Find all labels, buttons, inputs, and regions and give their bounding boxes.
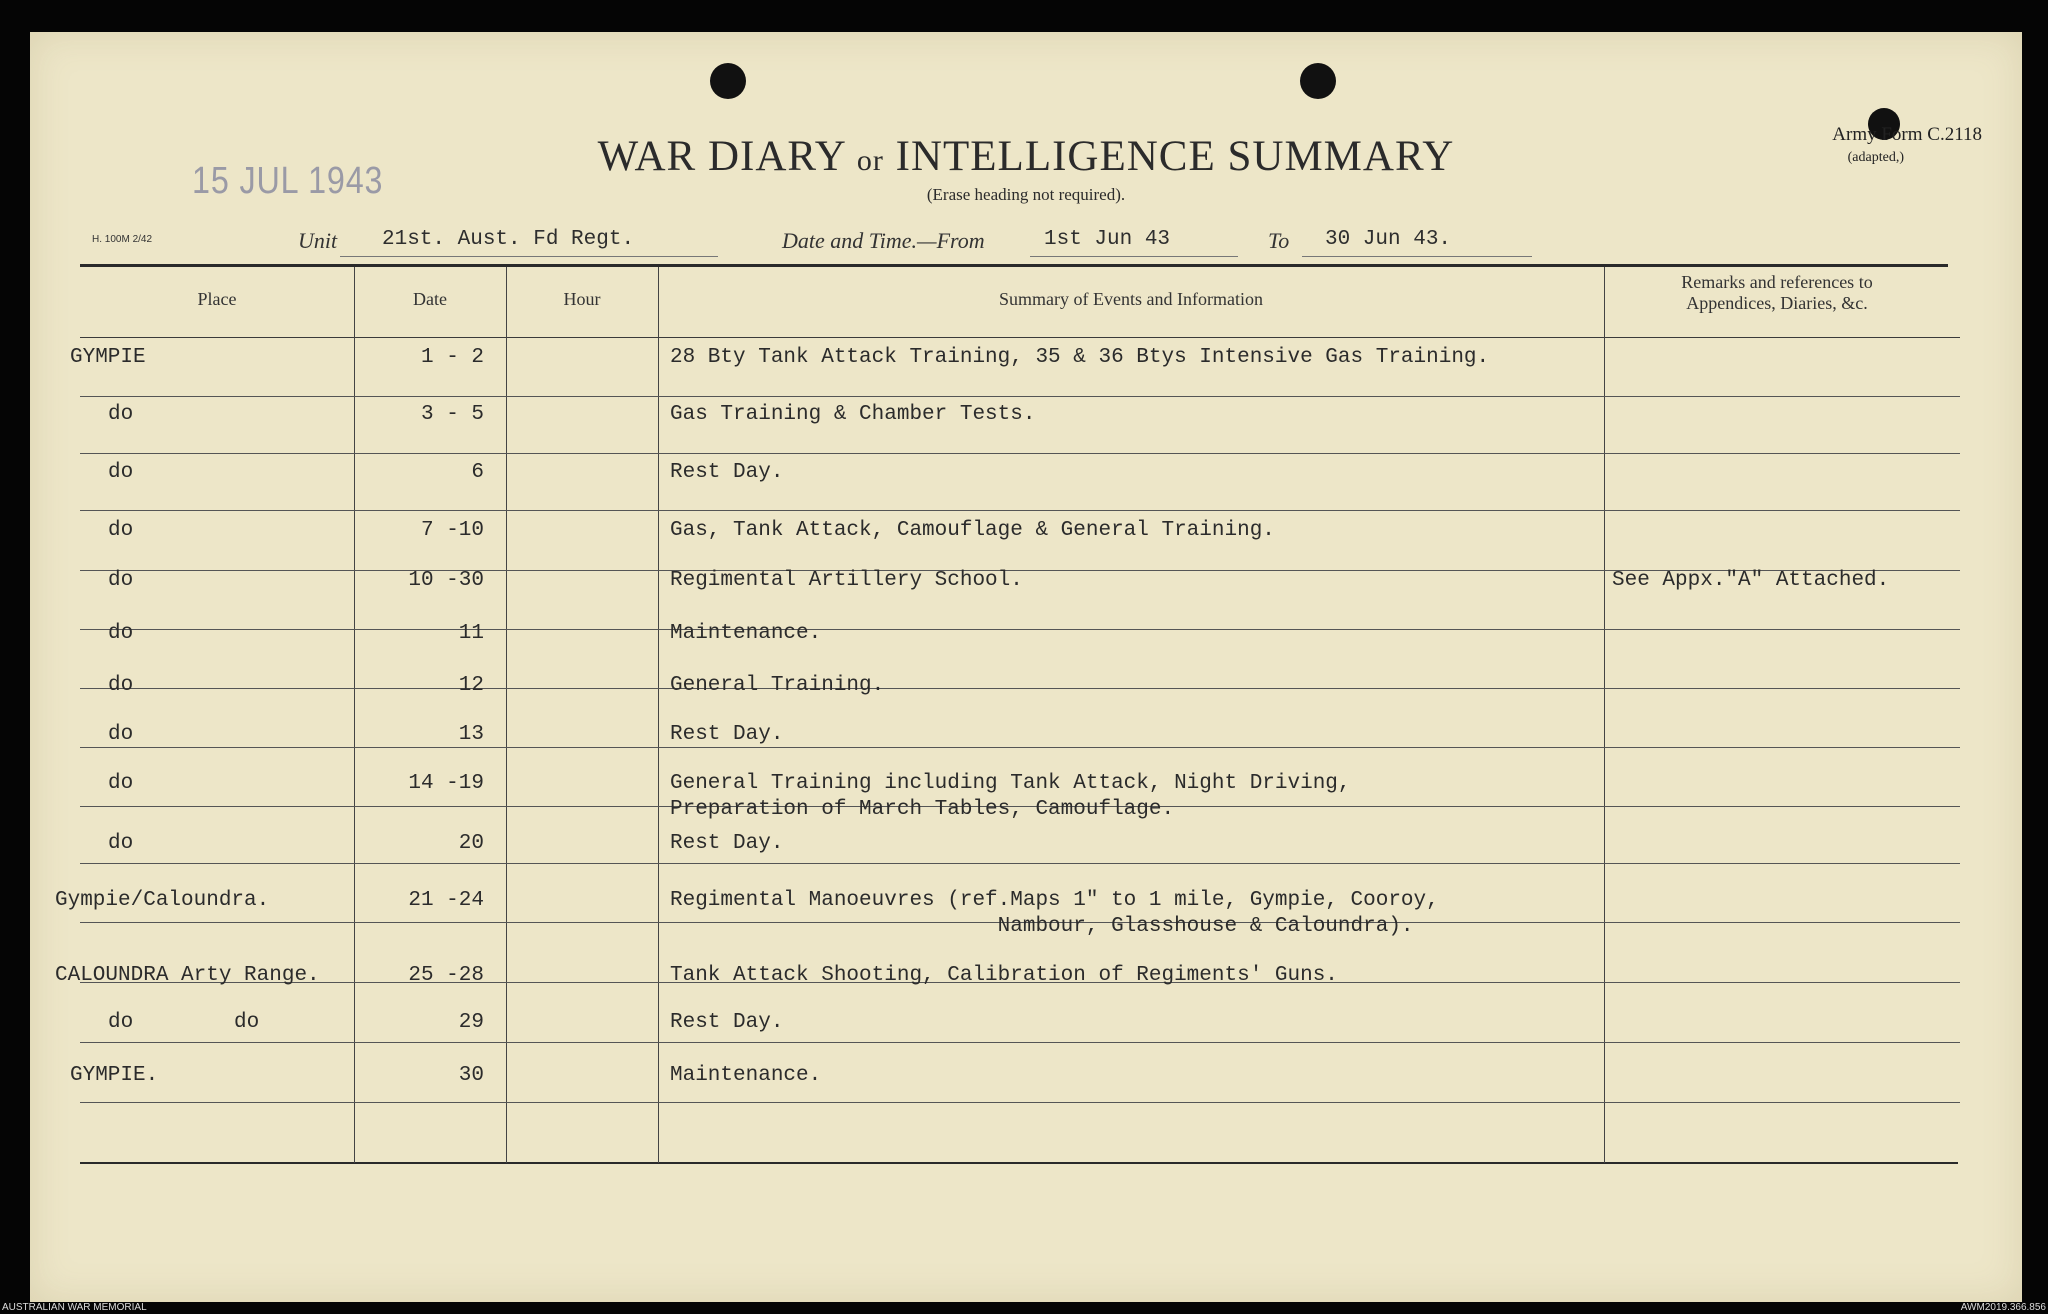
place-cell: do xyxy=(108,403,134,426)
column-header-hour: Hour xyxy=(563,289,601,309)
army-form-adapted: (adapted,) xyxy=(1847,150,1904,165)
row-divider xyxy=(80,1102,1960,1103)
place-cell: do xyxy=(108,622,134,645)
summary-cell: 28 Bty Tank Attack Training, 35 & 36 Btys Intensive Gas Training. xyxy=(670,346,1490,369)
place-cell: do xyxy=(108,832,134,855)
date-cell: 21 -24 xyxy=(408,889,484,912)
summary-cell: Rest Day. xyxy=(670,1011,784,1034)
row-divider xyxy=(80,453,1960,454)
date-cell: 10 -30 xyxy=(408,569,484,592)
date-time-label: Date and Time.—From xyxy=(782,228,985,253)
place-cell: Gympie/Caloundra. xyxy=(55,889,270,912)
date-cell: 14 -19 xyxy=(408,772,484,795)
date-cell: 13 xyxy=(458,723,484,746)
column-header-remarks-line-2: Appendices, Diaries, &c. xyxy=(1686,293,1868,313)
date-cell: 3 - 5 xyxy=(420,403,484,426)
summary-cell: Tank Attack Shooting, Calibration of Regiments' Guns. xyxy=(670,964,1338,987)
title-intelligence-summary: INTELLIGENCE SUMMARY xyxy=(895,133,1455,180)
date-cell: 11 xyxy=(458,622,484,645)
column-header-remarks xyxy=(1604,272,1950,314)
summary-cell: Gas, Tank Attack, Camouflage & General Training. xyxy=(670,519,1275,542)
place-cell: do xyxy=(108,519,134,542)
date-cell: 29 xyxy=(458,1011,484,1034)
row-divider xyxy=(80,396,1960,397)
row-divider xyxy=(80,747,1960,748)
print-code: H. 100M 2/42 xyxy=(92,234,153,245)
column-header-remarks-line-1: Remarks and references to xyxy=(1681,272,1873,292)
row-divider xyxy=(80,1042,1960,1043)
row-divider xyxy=(80,510,1960,511)
date-cell: 12 xyxy=(458,674,484,697)
unit-label: Unit xyxy=(298,228,338,253)
title-or: or xyxy=(856,144,884,177)
row-divider xyxy=(80,688,1960,689)
date-cell: 1 - 2 xyxy=(420,346,484,369)
column-header-place: Place xyxy=(197,289,237,309)
date-cell: 6 xyxy=(471,461,484,484)
column-header-date: Date xyxy=(413,289,447,309)
archive-credit: AUSTRALIAN WAR MEMORIAL xyxy=(2,1302,147,1313)
summary-cell: Rest Day. xyxy=(670,461,784,484)
date-to-label: To xyxy=(1268,228,1290,253)
place-cell: do xyxy=(108,772,134,795)
row-divider xyxy=(80,863,1960,864)
place-cell: do xyxy=(108,569,134,592)
summary-cell: Regimental Manoeuvres (ref.Maps 1" to 1 mile, Gympie, Cooroy, Nambour, Glasshouse & Caloundra). xyxy=(670,889,1439,938)
summary-cell: Maintenance. xyxy=(670,1064,822,1087)
place-cell: GYMPIE. xyxy=(70,1064,159,1087)
unit-value: 21st. Aust. Fd Regt. xyxy=(382,228,635,251)
column-header-summary: Summary of Events and Information xyxy=(999,289,1263,309)
diary-page xyxy=(30,32,2022,1302)
summary-cell: Regimental Artillery School. xyxy=(670,569,1023,592)
date-from-value: 1st Jun 43 xyxy=(1044,228,1171,251)
date-cell: 7 -10 xyxy=(420,519,484,542)
place-cell: do xyxy=(108,674,134,697)
place-cell: GYMPIE xyxy=(70,346,146,369)
punch-hole-right xyxy=(1300,63,1336,99)
date-cell: 20 xyxy=(458,832,484,855)
date-cell: 25 -28 xyxy=(408,964,484,987)
remarks-cell: See Appx."A" Attached. xyxy=(1612,569,1890,592)
date-cell: 30 xyxy=(458,1064,484,1087)
summary-cell: Rest Day. xyxy=(670,832,784,855)
page-title xyxy=(30,132,2022,181)
place-cell: do do xyxy=(108,1011,260,1034)
date-to-value: 30 Jun 43. xyxy=(1325,228,1452,251)
row-divider xyxy=(80,629,1960,630)
army-form-number: Army Form C.2118 xyxy=(1832,124,1982,145)
summary-cell: General Training including Tank Attack, Night Driving, Preparation of March Tables, Camouflage. xyxy=(670,772,1351,821)
title-war-diary: WAR DIARY xyxy=(597,133,846,180)
place-cell: CALOUNDRA Arty Range. xyxy=(55,964,320,987)
summary-cell: General Training. xyxy=(670,674,885,697)
received-date-stamp: 15 JUL 1943 xyxy=(192,160,384,202)
summary-cell: Maintenance. xyxy=(670,622,822,645)
page-subtitle: (Erase heading not required). xyxy=(926,185,1126,204)
place-cell: do xyxy=(108,461,134,484)
summary-cell: Rest Day. xyxy=(670,723,784,746)
archive-reference: AWM2019.366.856 xyxy=(1960,1302,2046,1313)
place-cell: do xyxy=(108,723,134,746)
punch-hole-left xyxy=(710,63,746,99)
summary-cell: Gas Training & Chamber Tests. xyxy=(670,403,1036,426)
